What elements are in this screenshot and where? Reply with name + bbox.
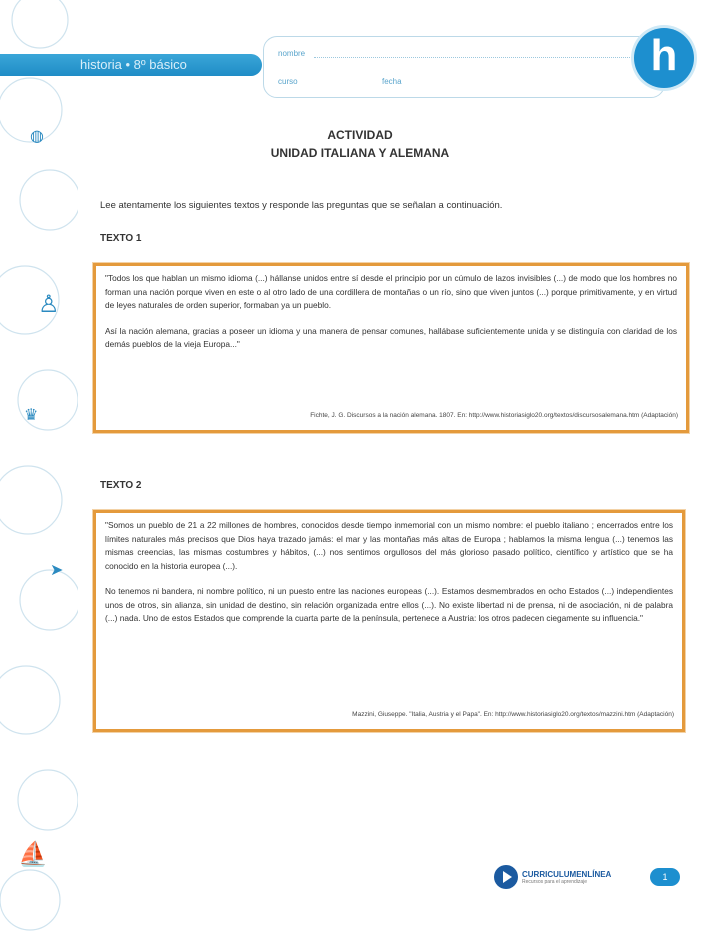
text-1-box (93, 263, 689, 433)
brand-tagline: Recursos para el aprendizaje (522, 878, 588, 885)
curriculum-logo (494, 865, 611, 889)
text-1-source: Fichte, J. G. Discursos a la nación alemana. 1807. En: http://www.historiasiglo20.org/textos/discursosalemana.htm (Adaptación) (310, 411, 678, 419)
activity-subtitle: UNIDAD ITALIANA Y ALEMANA (270, 146, 450, 160)
globe-icon: ◍ (30, 128, 44, 145)
ship-icon: ⛵ (18, 841, 48, 868)
text-1-paragraph: "Todos los que hablan un mismo idioma (...) hállanse unidos entre sí desde el principio por un cúmulo de lazos invisibles (...) de modo que los hombres no forman una nación porque viven en este o al otro lado de una cordillera de montañas o un río, sino que viven juntos (...) porque primitivamente, y en virtud de leyes naturales de orden superior, formaban ya un pueblo. (105, 273, 677, 310)
text-2-heading: TEXTO 2 (100, 480, 142, 491)
soldier-figure-icon: ♙ (38, 291, 60, 318)
brand-name: CURRICULUMENLÍNEA (522, 869, 612, 879)
name-label: nombre (278, 49, 306, 58)
activity-title: ACTIVIDAD (327, 128, 393, 142)
course-label: curso (278, 77, 298, 86)
text-2-paragraph: No tenemos ni bandera, ni nombre político, ni un puesto entre las naciones europeas (...). Estamos desmembrados en ocho Estados (...) independientes unos de otros, sin alianza, sin unidad de destino, sin relación organizada entre ellos (...). No existe libertad ni de prensa, ni de asociación, ni de palabra (...) nada. Uno de estos Estados que comprende la cuarta parte de la península, pertenece a Austria: los otros padecen ciegamente su influencia." (105, 586, 673, 623)
text-1-heading: TEXTO 1 (100, 233, 142, 244)
name-field[interactable] (314, 57, 634, 58)
page-number: 1 (650, 868, 680, 886)
bird-icon: ➤ (50, 562, 64, 579)
text-1-paragraph: Así la nación alemana, gracias a poseer un idioma y una manera de pensar comunes, hallábase suficientemente unida y se distinguía con claridad de los demás pueblos de la vieja Europa..." (105, 325, 677, 349)
play-icon (494, 865, 518, 889)
student-info-box (263, 36, 665, 98)
historia-logo: h (634, 28, 694, 88)
crown-icon: ♛ (24, 407, 39, 424)
text-2-source: Mazzini, Giuseppe. "Italia, Austria y el Papa". En: http://www.historiasiglo20.org/textos/mazzini.htm (Adaptación) (352, 710, 674, 718)
text-2-paragraph: "Somos un pueblo de 21 a 22 millones de hombres, conocidos desde tiempo inmemorial con un mismo nombre: el pueblo italiano ; encerrados entre los límites naturales más precisos que Dios haya trazado jamás: el mar y las montañas más altas de Europa ; hablamos la misma lengua (...) tenemos las mismas creencias, las mismas costumbres y hábitos, (...) nos sentimos orgullosos del más glorioso pasado político, científico y artístico que se ha conocido en la historia europea (...). (105, 520, 673, 571)
date-label: fecha (382, 77, 402, 86)
instructions: Lee atentamente los siguientes textos y responde las preguntas que se señalan a continuación. (100, 200, 503, 211)
text-2-box (93, 510, 685, 732)
subject-banner (0, 54, 262, 76)
subject-label: historia • 8º básico (80, 57, 187, 72)
